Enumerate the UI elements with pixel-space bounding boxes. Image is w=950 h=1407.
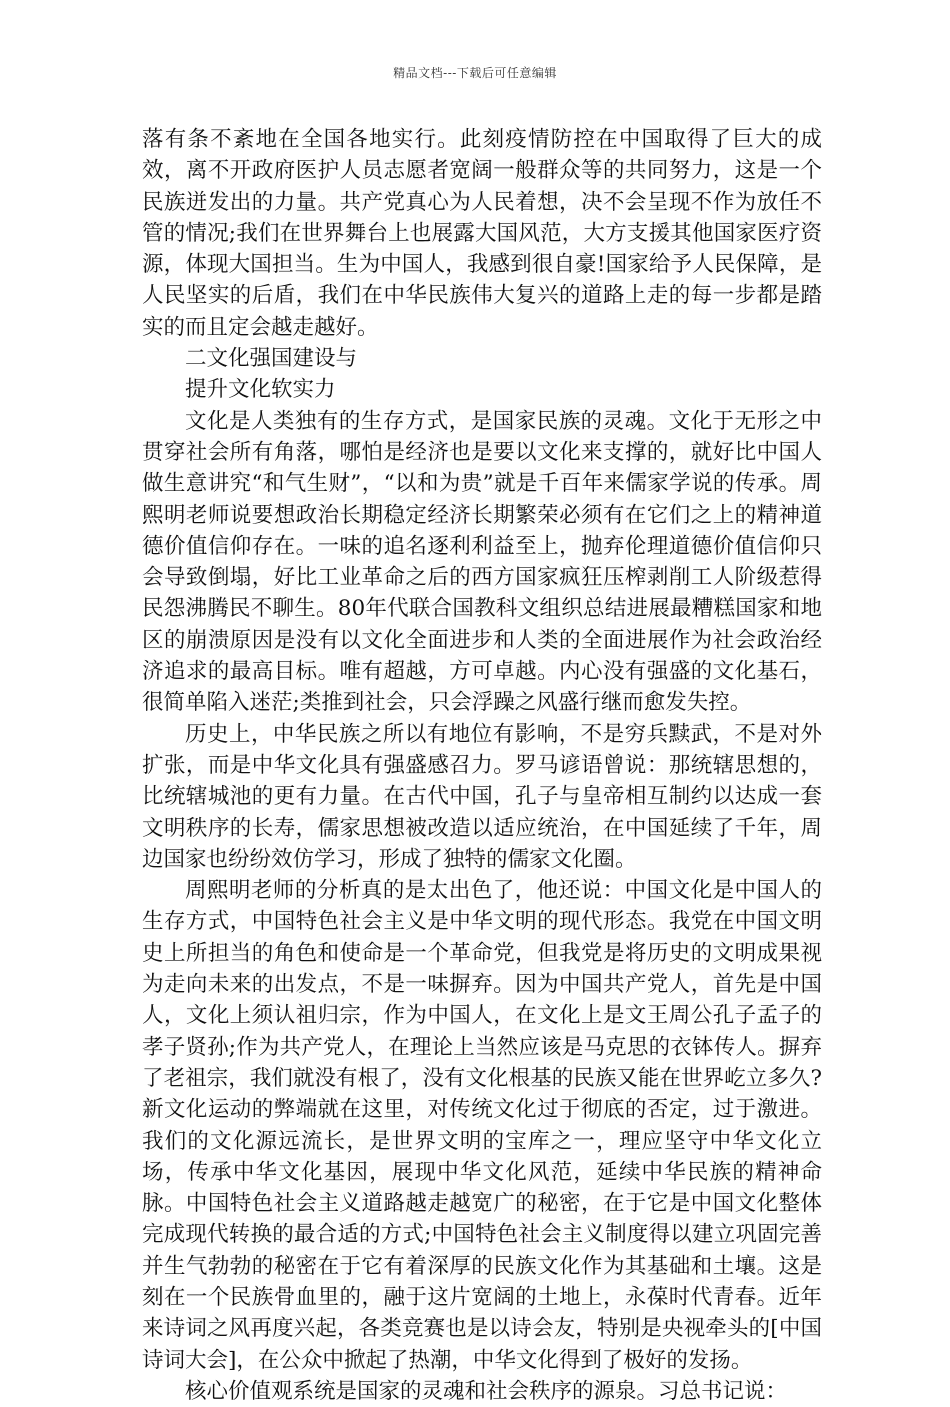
paragraph-core-values: 核心价值观系统是国家的灵魂和社会秩序的源泉。习总书记说： xyxy=(185,1378,788,1404)
paragraph-history: 历史上，中华民族之所以有地位有影响，不是穷兵黩武，不是对外扩张，而是中华文化具有强盛感召力。罗马谚语曾说：那统辖思想的，比统辖城池的更有力量。在古代中国，孔子与皇帝相互制约以达成一套文明秩序的长寿，儒家思想被改造以适应统治，在中国延续了千年，周边国家也纷纷效仿学习，形成了独特的儒家文化圈。 xyxy=(142,721,822,872)
page-header: 精品文档---下载后可任意编辑 xyxy=(393,66,557,80)
paragraph-continuation: 落有条不紊地在全国各地实行。此刻疫情防控在中国取得了巨大的成效，离不开政府医护人员志愿者宽阔一般群众等的共同努力，这是一个民族迸发出的力量。共产党真心为人民着想，决不会呈现不作为放任不管的情况;我们在世界舞台上也展露大国风范，大方支援其他国家医疗资源，体现大国担当。生为中国人，我感到很自豪!国家给予人民保障，是人民坚实的后盾，我们在中华民族伟大复兴的道路上走的每一步都是踏实的而且定会越走越好。 xyxy=(142,127,822,340)
paragraph-analysis: 周熙明老师的分析真的是太出色了，他还说：中国文化是中国人的生存方式，中国特色社会主义是中华文明的现代形态。我党在中国文明史上所担当的角色和使命是一个革命党，但我党是将历史的文明成果视为走向未来的出发点，不是一味摒弃。因为中国共产党人，首先是中国人，文化上须认祖归宗，作为中国人，在文化上是文王周公孔子孟子的孝子贤孙;作为共产党人，在理论上当然应该是马克思的衣钵传人。摒弃了老祖宗，我们就没有根了，没有文化根基的民族又能在世界屹立多久?新文化运动的弊端就在这里，对传统文化过于彻底的否定，过于激进。我们的文化源远流长，是世界文明的宝库之一，理应坚守中华文化立场，传承中华文化基因，展现中华文化风范，延续中华民族的精神命脉。中国特色社会主义道路越走越宽广的秘密，在于它是中国文化整体完成现代转换的最合适的方式;中国特色社会主义制度得以建立巩固完善并生气勃勃的秘密在于它有着深厚的民族文化作为其基础和土壤。这是刻在一个民族骨血里的，融于这片宽阔的土地上，永葆时代青春。近年来诗词之风再度兴起，各类竞赛也是以诗会友，特别是央视牵头的[中国诗词大会]，在公众中掀起了热潮，中华文化得到了极好的发扬。 xyxy=(142,878,822,1373)
body-text xyxy=(142,124,822,1407)
section-heading-line-1: 二文化强国建设与 xyxy=(185,346,358,372)
paragraph-culture-definition: 文化是人类独有的生存方式，是国家民族的灵魂。文化于无形之中贯穿社会所有角落，哪怕是经济也是要以文化来支撑的，就好比中国人做生意讲究“和气生财”，“以和为贵”就是千百年来儒家学说的传承。周熙明老师说要想政治长期稳定经济长期繁荣必须有在它们之上的精神道德价值信仰存在。一味的追名逐利利益至上，抛弃伦理道德价值信仰只会导致倒塌，好比工业革命之后的西方国家疯狂压榨剥削工人阶级惹得民怨沸腾民不聊生。80年代联合国教科文组织总结进展最糟糕国家和地区的崩溃原因是没有以文化全面进步和人类的全面进展作为社会政治经济追求的最高目标。唯有超越，方可卓越。内心没有强盛的文化基石，很简单陷入迷茫;类推到社会，只会浮躁之风盛行继而愈发失控。 xyxy=(142,408,822,716)
section-heading-line-2: 提升文化软实力 xyxy=(185,377,336,403)
